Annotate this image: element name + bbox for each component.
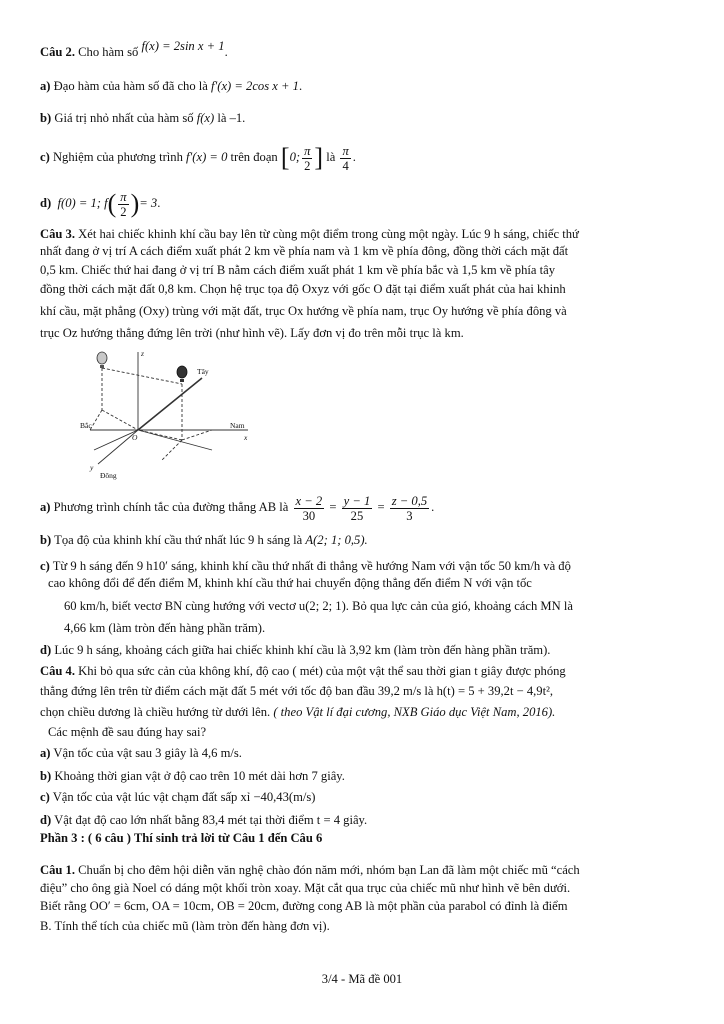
q4-line-3: chọn chiều dương là chiều hướng từ dưới lên. ( theo Vật lí đại cương, NXB Giáo dục Việt Nam, 2016). bbox=[40, 705, 556, 719]
q3-line-5: khí cầu, mặt phẳng (Oxy) trùng với mặt đất, trục Ox hướng về phía nam, trục Oy hướng về phía đông và bbox=[40, 304, 567, 318]
balloon-icon-2 bbox=[177, 366, 187, 382]
p3-q1-line-4: B. Tính thể tích của chiếc mũ (làm tròn đến hàng đơn vị). bbox=[40, 919, 330, 933]
q2-function: f(x) = 2sin x + 1 bbox=[141, 39, 225, 53]
q4-line-1: Câu 4. Khi bỏ qua sức cản của không khí, độ cao ( mét) của một vật thể sau thời gian t giây được phóng bbox=[40, 664, 566, 678]
q2-option-c: c) Nghiệm của phương trình f′(x) = 0 trên đoạn [0; $\frac{\pi}{2}$ ] là $\frac{\pi}{4}$ . bbox=[40, 143, 356, 173]
q2-option-a: a) Đạo hàm của hàm số đã cho là f′(x) = 2cos x + 1. bbox=[40, 79, 303, 93]
q4-option-a: a) Vận tốc của vật sau 3 giây là 4,6 m/s. bbox=[40, 746, 242, 760]
svg-text:O: O bbox=[132, 433, 138, 442]
label-west: Tây bbox=[197, 367, 209, 376]
q3-label: Câu 3. bbox=[40, 227, 75, 241]
q3-option-c-line-2: cao không đổi để đến điểm M, khinh khí cầu thứ hai chuyển động thẳng đến điểm N với vận tốc bbox=[48, 576, 532, 590]
part3-title: Phần 3 : ( 6 câu ) Thí sinh trả lời từ Câu 1 đến Câu 6 bbox=[40, 831, 323, 845]
page-footer: 3/4 - Mã đề 001 bbox=[321, 972, 403, 986]
q3-line-3: 0,5 km. Chiếc thứ hai đang ở vị trí B nằm cách điểm xuất phát 1 km về phía bắc và 1,5 km về phía tây bbox=[40, 263, 556, 277]
q4-line-2: thẳng đứng lên trên từ điểm cách mặt đất 5 mét với tốc độ ban đầu 39,2 m/s là h(t) = 5 + 39,2t − 4,9t², bbox=[40, 684, 554, 698]
q3-option-c-line-4: 4,66 km (làm tròn đến hàng phần trăm). bbox=[64, 621, 266, 635]
q4-line-4: Các mệnh đề sau đúng hay sai? bbox=[48, 725, 207, 739]
q4-option-d: d) Vật đạt độ cao lớn nhất bằng 83,4 mét tại thời điểm t = 4 giây. bbox=[40, 813, 368, 827]
q3-line-2: nhất đang ở vị trí A cách điểm xuất phát 2 km về phía nam và 1 km về phía đông, đồng thời cách mặt đất bbox=[40, 244, 569, 258]
svg-text:y: y bbox=[90, 463, 94, 472]
q2-option-d: d) f(0) = 1; f( $\frac{\pi}{2}$ )= 3. bbox=[40, 189, 161, 219]
balloon-icon-1 bbox=[97, 352, 107, 368]
svg-text:x: x bbox=[244, 433, 248, 442]
q4-label: Câu 4. bbox=[40, 664, 75, 678]
q3-option-b: b) Tọa độ của khinh khí cầu thứ nhất lúc 9 h sáng là A(2; 1; 0,5). bbox=[40, 533, 368, 547]
p3-q1-line-1: Câu 1. Chuẩn bị cho đêm hội diễn văn nghệ chào đón năm mới, nhóm bạn Lan đã làm một chiếc mũ “cách bbox=[40, 863, 580, 877]
q3-option-d: d) Lúc 9 h sáng, khoảng cách giữa hai chiếc khinh khí cầu là 3,92 km (làm tròn đến hàng phần trăm). bbox=[40, 643, 551, 657]
q3-line-6: trục Oz hướng thẳng đứng lên trời (như hình vẽ). Lấy đơn vị đo trên mỗi trục là km. bbox=[40, 326, 464, 340]
q4-option-c: c) Vận tốc của vật lúc vật chạm đất sấp xỉ −40,43(m/s) bbox=[40, 790, 316, 804]
p3-q1-line-2: điệu” cho ông già Noel có dáng một khối tròn xoay. Mặt cắt qua trục của chiếc mũ như hình vẽ bên dưới. bbox=[40, 881, 571, 895]
label-east: Đông bbox=[100, 471, 117, 480]
p3-q1-line-3: Biết rằng OO′ = 6cm, OA = 10cm, OB = 20cm, đường cong AB là một phần của parabol có đỉnh là điểm bbox=[40, 899, 568, 913]
q3-line-4: đồng thời cách mặt đất 0,8 km. Chọn hệ trục tọa độ Oxyz với gốc O đặt tại điểm xuất phát của hai khinh bbox=[40, 282, 566, 296]
svg-text:z: z bbox=[141, 349, 144, 358]
label-north: Bắc bbox=[80, 421, 92, 430]
balloon-coordinate-figure bbox=[80, 346, 260, 484]
p3-q1-label: Câu 1. bbox=[40, 863, 75, 877]
west-east-line bbox=[138, 378, 202, 430]
label-south: Nam bbox=[230, 421, 245, 430]
q2-option-b: b) Giá trị nhỏ nhất của hàm số f(x) là –1. bbox=[40, 111, 246, 125]
q4-option-b: b) Khoảng thời gian vật ở độ cao trên 10 mét dài hơn 7 giây. bbox=[40, 769, 345, 783]
q3-option-c-line-3: 60 km/h, biết vectơ BN cùng hướng với vectơ u(2; 2; 1). Bỏ qua lực cản của gió, khoảng cách MN là bbox=[64, 599, 573, 613]
q3-line-1: Câu 3. Xét hai chiếc khinh khí cầu bay lên từ cùng một điểm trong cùng một ngày. Lúc 9 h sáng, chiếc thứ bbox=[40, 227, 579, 241]
q3-option-c-line-1: c) Từ 9 h sáng đến 9 h10′ sáng, khinh khí cầu thứ nhất đi thẳng về hướng Nam với vận tốc 50 km/h và độ bbox=[40, 559, 571, 573]
q2-heading: Câu 2. Cho hàm số f(x) = 2sin x + 1. bbox=[40, 39, 228, 59]
q3-option-a: a) Phương trình chính tắc của đường thẳng AB là $\frac{x - 2}{30}$ = $\frac{y - 1}{25}$ = $\frac{z - 0,5}{3}$ . bbox=[40, 493, 435, 523]
q2-label: Câu 2. bbox=[40, 45, 75, 59]
